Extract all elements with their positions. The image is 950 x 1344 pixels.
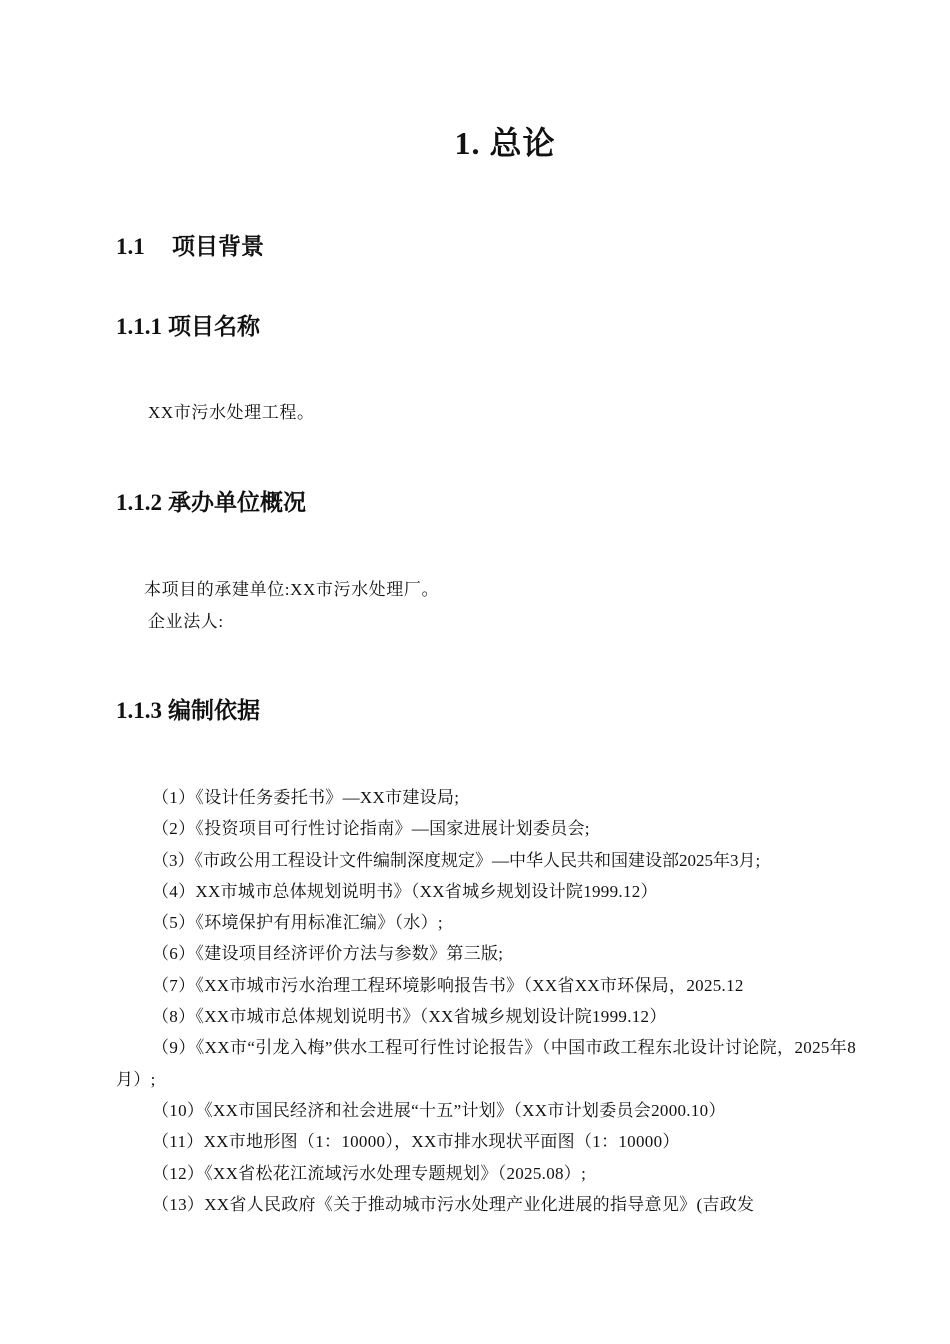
- reference-item: （13）XX省人民政府《关于推动城市污水处理产业化进展的指导意见》(吉政发: [152, 1194, 755, 1214]
- section-title: 编制依据: [168, 698, 260, 723]
- reference-item: （5）《环境保护有用标准汇编》（水）;: [152, 913, 443, 933]
- organizer-paragraph: [116, 574, 852, 638]
- reference-item: （12）《XX省松花江流域污水处理专题规划》（2025.08）;: [152, 1163, 587, 1183]
- section-heading-1-1-2: [116, 484, 306, 517]
- project-name-paragraph: [116, 397, 852, 429]
- section-title: 项目背景: [172, 234, 264, 259]
- reference-item: （8）《XX市城市总体规划说明书》（XX省城乡规划设计院1999.12）: [152, 1007, 667, 1027]
- reference-item: （9）《XX市“引龙入梅”供水工程可行性讨论报告》（中国市政工程东北设计讨论院，2025年8月）;: [116, 1038, 856, 1089]
- reference-item: （4）XX市城市总体规划说明书》（XX省城乡规划设计院1999.12）: [152, 881, 658, 901]
- reference-item: （7）《XX市城市污水治理工程环境影响报告书》（XX省XX市环保局，2025.12: [152, 975, 744, 995]
- section-heading-1-1-1: [116, 308, 260, 341]
- paragraph-line: XX市污水处理工程。: [148, 403, 315, 422]
- reference-list: [116, 782, 856, 1220]
- section-heading-1-1-3: [116, 692, 260, 725]
- section-number: 1.1.3: [116, 698, 162, 723]
- paragraph-line: 本项目的承建单位:XX市污水处理厂。: [144, 580, 440, 599]
- section-heading-1-1: [116, 228, 264, 261]
- chapter-title: 1. 总论: [454, 125, 556, 161]
- section-number: 1.1.2: [116, 490, 162, 515]
- reference-item: （11）XX市地形图（1：10000），XX市排水现状平面图（1：10000）: [152, 1132, 680, 1152]
- paragraph-line: 企业法人:: [148, 612, 224, 631]
- reference-item: （6）《建设项目经济评价方法与参数》第三版;: [152, 944, 504, 964]
- section-number: 1.1: [116, 234, 145, 259]
- section-title: 承办单位概况: [168, 490, 306, 515]
- reference-item: （2）《投资项目可行性讨论指南》—国家进展计划委员会;: [152, 819, 590, 839]
- section-number: 1.1.1: [116, 314, 162, 339]
- reference-item: （3）《市政公用工程设计文件编制深度规定》—中华人民共和国建设部2025年3月;: [152, 850, 761, 870]
- reference-item: （10）《XX市国民经济和社会进展“十五”计划》（XX市计划委员会2000.10）: [152, 1100, 726, 1120]
- reference-item: （1）《设计任务委托书》—XX市建设局;: [152, 788, 460, 807]
- section-title: 项目名称: [168, 314, 260, 339]
